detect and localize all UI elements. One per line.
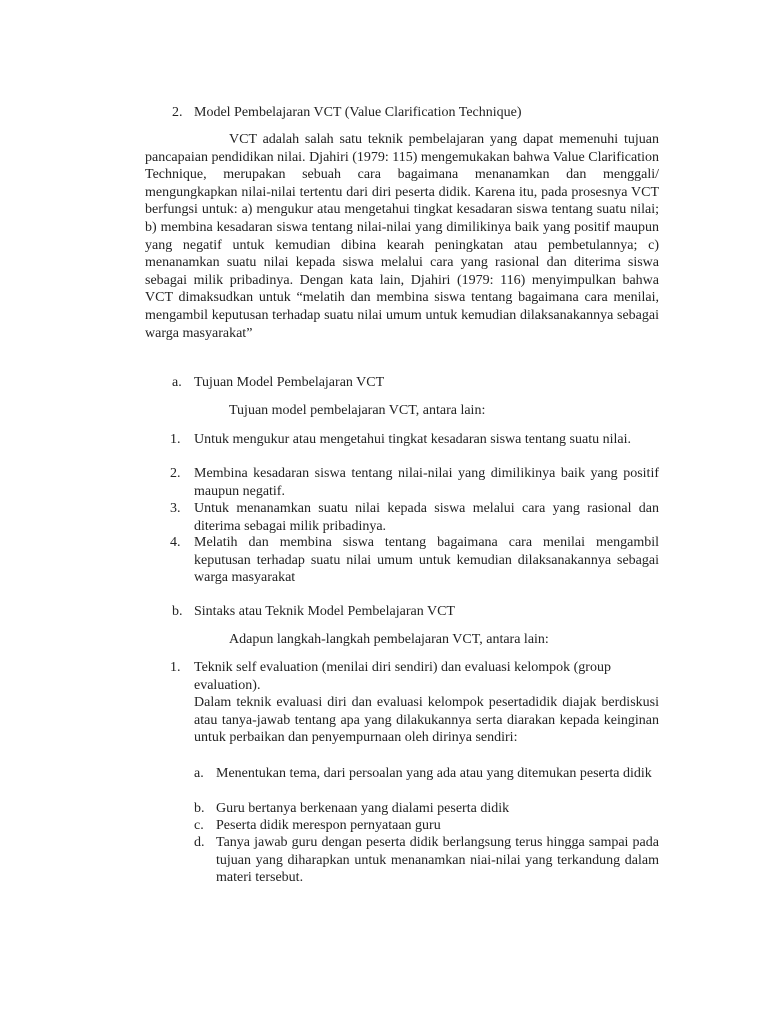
goal-number: 1.: [170, 432, 181, 447]
goal-item: Melatih dan membina siswa tentang bagaimana cara menilai mengambil keputusan terhadap suatu nilai umum untuk kemudian dilaksanakannya sebagai warga masyarakat: [194, 535, 659, 586]
goal-number: 4.: [170, 535, 181, 550]
step-item: Tanya jawab guru dengan peserta didik berlangsung terus hingga sampai pada tujuan yang diharapkan untuk menanamkan niai-nilai yang terkandung dalam materi tersebut.: [216, 835, 659, 886]
goal-item: Untuk mengukur atau mengetahui tingkat kesadaran siswa tentang suatu nilai.: [194, 432, 631, 447]
step-item: Menentukan tema, dari persoalan yang ada atau yang ditemukan peserta didik: [216, 766, 652, 781]
step-letter: a.: [194, 766, 204, 781]
step-letter: c.: [194, 818, 204, 833]
step-letter: b.: [194, 801, 205, 816]
subsection-b-intro: Adapun langkah-langkah pembelajaran VCT, antara lain:: [229, 632, 549, 647]
section-title: Model Pembelajaran VCT (Value Clarification Technique): [194, 105, 522, 120]
goal-number: 3.: [170, 501, 181, 516]
technique-number: 1.: [170, 660, 181, 675]
subsection-b-letter: b.: [172, 604, 183, 619]
goal-item: Membina kesadaran siswa tentang nilai-nilai yang dimilikinya baik yang positif maupun negatif.: [194, 466, 659, 499]
goal-item: Untuk menanamkan suatu nilai kepada siswa melalui cara yang rasional dan diterima sebagai milik pribadinya.: [194, 501, 659, 534]
goal-number: 2.: [170, 466, 181, 481]
technique-description: Dalam teknik evaluasi diri dan evaluasi kelompok pesertadidik diajak berdiskusi atau tanya-jawab tentang apa yang dilakukannya serta diarakan kepada keinginan untuk perbaikan dan penyempurnaan oleh dirinya sendiri:: [194, 695, 659, 746]
step-item: Guru bertanya berkenaan yang dialami peserta didik: [216, 801, 510, 816]
subsection-b-title: Sintaks atau Teknik Model Pembelajaran VCT: [194, 604, 455, 619]
subsection-a-letter: a.: [172, 375, 182, 390]
section-intro-paragraph: VCT adalah salah satu teknik pembelajaran yang dapat memenuhi tujuan pancapaian pendidikan nilai. Djahiri (1979: 115) mengemukakan bahwa Value Clarification Technique, merupakan sebuah cara bagaimana menanamkan dan menggali/ mengungkapkan nilai-nilai tertentu dari diri peserta didik. Karena itu, pada prosesnya VCT berfungsi untuk: a) mengukur atau mengetahui tingkat kesadaran siswa tentang suatu nilai; b) membina kesadaran siswa tentang nilai-nilai yang dimilikinya baik yang positif maupun yang negatif untuk kemudian dibina kearah peningkatan atau pembetulannya; c) menanamkan suatu nilai kepada siswa melalui cara yang rasional dan diterima siswa sebagai milik pribadinya. Dengan kata lain, Djahiri (1979: 116) menyimpulkan bahwa VCT dimaksudkan untuk “melatih dan membina siswa tentang bagaimana cara menilai, mengambil keputusan terhadap suatu nilai umum untuk kemudian dilaksanakannya sebagai warga masyarakat”: [145, 132, 659, 341]
step-item: Peserta didik merespon pernyataan guru: [216, 818, 441, 833]
step-letter: d.: [194, 835, 205, 850]
subsection-a-intro: Tujuan model pembelajaran VCT, antara lain:: [229, 403, 486, 418]
section-number: 2.: [172, 105, 183, 120]
subsection-a-title: Tujuan Model Pembelajaran VCT: [194, 375, 385, 390]
technique-title: Teknik self evaluation (menilai diri sendiri) dan evaluasi kelompok (group evaluation).: [194, 660, 611, 693]
